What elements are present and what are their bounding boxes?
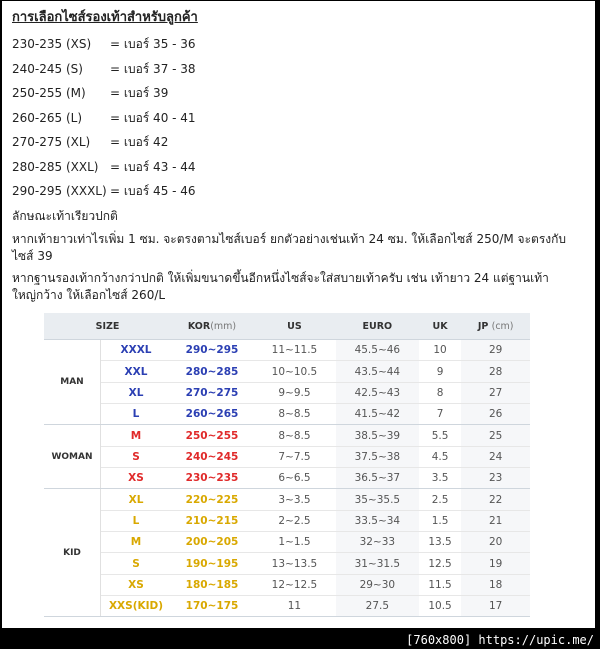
kor-cell: 290~295 <box>171 340 253 361</box>
size-line <box>12 57 587 82</box>
us-cell: 8~8.5 <box>253 404 336 425</box>
us-cell: 7~7.5 <box>253 446 336 467</box>
table-row <box>44 404 530 425</box>
jp-cell: 19 <box>461 553 530 574</box>
uk-cell: 3.5 <box>419 468 462 489</box>
table-row <box>44 510 530 531</box>
header-kor <box>171 313 253 340</box>
size-eu: = เบอร์ 39 <box>110 86 169 100</box>
euro-cell: 35~35.5 <box>336 489 419 510</box>
us-cell: 9~9.5 <box>253 382 336 403</box>
size-cell: S <box>101 446 172 467</box>
euro-cell: 45.5~46 <box>336 340 419 361</box>
size-eu: = เบอร์ 37 - 38 <box>110 61 196 76</box>
kor-cell: 250~255 <box>171 425 253 446</box>
header-us: US <box>253 313 336 340</box>
uk-cell: 13.5 <box>419 532 462 553</box>
table-row <box>44 468 530 489</box>
size-cell: XS <box>101 574 172 595</box>
table-row <box>44 596 530 617</box>
us-cell: 10~10.5 <box>253 361 336 382</box>
uk-cell: 1.5 <box>419 510 462 531</box>
size-cell: XL <box>101 489 172 510</box>
size-range: 270-275 (XL) <box>12 135 91 149</box>
table-row <box>44 489 530 510</box>
size-line <box>12 32 587 57</box>
us-cell: 11 <box>253 596 336 617</box>
group-label: WOMAN <box>44 425 101 489</box>
size-eu: = เบอร์ 42 <box>110 135 169 149</box>
uk-cell: 7 <box>419 404 462 425</box>
size-cell: XXL <box>101 361 172 382</box>
us-cell: 1~1.5 <box>253 532 336 553</box>
page <box>2 1 595 628</box>
jp-cell: 28 <box>461 361 530 382</box>
foot-type-note: ลักษณะเท้าเรียวปกติ <box>12 208 118 223</box>
us-cell: 13~13.5 <box>253 553 336 574</box>
size-cell: M <box>101 532 172 553</box>
size-eu: = เบอร์ 35 - 36 <box>110 37 196 51</box>
euro-cell: 32~33 <box>336 532 419 553</box>
table-row <box>44 361 530 382</box>
euro-cell: 36.5~37 <box>336 468 419 489</box>
group-label: KID <box>44 489 101 617</box>
uk-cell: 2.5 <box>419 489 462 510</box>
jp-cell: 18 <box>461 574 530 595</box>
jp-cell: 27 <box>461 382 530 403</box>
size-range: 260-265 (L) <box>12 110 83 125</box>
size-line <box>12 179 587 204</box>
size-cell: XXS(KID) <box>101 596 172 617</box>
kor-cell: 230~235 <box>171 468 253 489</box>
euro-cell: 33.5~34 <box>336 510 419 531</box>
width-note: หากฐานรองเท้ากว้างกว่าปกติ ให้เพิ่มขนาดขึ้นอีกหนึ่งไซส์จะใส่สบายเท้าครับ เช่น เท้ายาว 24 แต่ฐานเท้าใหญ่กว้าง ให้เลือกไซส์ 260/L <box>12 270 549 302</box>
length-note: หากเท้ายาวเท่าไรเพิ่ม 1 ซม. จะตรงตามไซส์เบอร์ ยกตัวอย่างเช่นเท้า 24 ซม. ให้เลือกไซส์ 250/M จะตรงกับไซส์ 39 <box>12 231 567 263</box>
kor-cell: 170~175 <box>171 596 253 617</box>
table-row <box>44 382 530 403</box>
size-range: 230-235 (XS) <box>12 37 92 51</box>
uk-cell: 12.5 <box>419 553 462 574</box>
uk-cell: 9 <box>419 361 462 382</box>
size-table <box>44 313 530 617</box>
uk-cell: 4.5 <box>419 446 462 467</box>
kor-cell: 280~285 <box>171 361 253 382</box>
size-line <box>12 130 587 155</box>
size-cell: S <box>101 553 172 574</box>
euro-cell: 31~31.5 <box>336 553 419 574</box>
euro-cell: 43.5~44 <box>336 361 419 382</box>
euro-cell: 37.5~38 <box>336 446 419 467</box>
size-list <box>12 32 587 204</box>
size-line <box>12 81 587 106</box>
euro-cell: 29~30 <box>336 574 419 595</box>
kor-cell: 200~205 <box>171 532 253 553</box>
table-row <box>44 574 530 595</box>
jp-cell: 20 <box>461 532 530 553</box>
jp-cell: 23 <box>461 468 530 489</box>
uk-cell: 10 <box>419 340 462 361</box>
kor-cell: 270~275 <box>171 382 253 403</box>
kor-cell: 220~225 <box>171 489 253 510</box>
uk-cell: 5.5 <box>419 425 462 446</box>
watermark: [760x800] https://upic.me/ <box>406 633 594 647</box>
kor-cell: 260~265 <box>171 404 253 425</box>
size-cell: XL <box>101 382 172 403</box>
uk-cell: 10.5 <box>419 596 462 617</box>
euro-cell: 27.5 <box>336 596 419 617</box>
uk-cell: 11.5 <box>419 574 462 595</box>
table-body <box>44 340 530 617</box>
size-range: 290-295 (XXXL) <box>12 184 107 198</box>
us-cell: 12~12.5 <box>253 574 336 595</box>
size-eu: = เบอร์ 45 - 46 <box>110 184 196 198</box>
jp-cell: 22 <box>461 489 530 510</box>
header-jp-label: JP <box>477 320 489 332</box>
us-cell: 3~3.5 <box>253 489 336 510</box>
header-size: SIZE <box>44 313 171 340</box>
us-cell: 2~2.5 <box>253 510 336 531</box>
us-cell: 11~11.5 <box>253 340 336 361</box>
euro-cell: 38.5~39 <box>336 425 419 446</box>
us-cell: 6~6.5 <box>253 468 336 489</box>
kor-cell: 190~195 <box>171 553 253 574</box>
table-row <box>44 532 530 553</box>
euro-cell: 42.5~43 <box>336 382 419 403</box>
size-range: 250-255 (M) <box>12 86 86 100</box>
jp-cell: 26 <box>461 404 530 425</box>
header-jp-unit: (cm) <box>491 320 514 332</box>
euro-cell: 41.5~42 <box>336 404 419 425</box>
size-cell: XXXL <box>101 340 172 361</box>
size-range: 240-245 (S) <box>12 61 83 76</box>
size-cell: L <box>101 404 172 425</box>
header-kor-unit: (mm) <box>210 320 237 332</box>
table-row <box>44 553 530 574</box>
table-row <box>44 446 530 467</box>
size-table-wrap <box>44 313 530 617</box>
size-range: 280-285 (XXL) <box>12 159 99 174</box>
jp-cell: 24 <box>461 446 530 467</box>
table-row <box>44 340 530 361</box>
kor-cell: 180~185 <box>171 574 253 595</box>
header-euro: EURO <box>336 313 419 340</box>
size-cell: L <box>101 510 172 531</box>
kor-cell: 240~245 <box>171 446 253 467</box>
size-cell: XS <box>101 468 172 489</box>
jp-cell: 17 <box>461 596 530 617</box>
size-eu: = เบอร์ 40 - 41 <box>110 110 196 125</box>
table-header-row <box>44 313 530 340</box>
header-uk: UK <box>419 313 462 340</box>
header-jp <box>461 313 530 340</box>
group-label: MAN <box>44 340 101 425</box>
uk-cell: 8 <box>419 382 462 403</box>
header-kor-label: KOR <box>187 320 211 332</box>
jp-cell: 29 <box>461 340 530 361</box>
us-cell: 8~8.5 <box>253 425 336 446</box>
size-line <box>12 106 587 131</box>
size-guide <box>12 7 587 304</box>
size-eu: = เบอร์ 43 - 44 <box>110 159 196 174</box>
size-cell: M <box>101 425 172 446</box>
size-line <box>12 155 587 180</box>
jp-cell: 25 <box>461 425 530 446</box>
jp-cell: 21 <box>461 510 530 531</box>
kor-cell: 210~215 <box>171 510 253 531</box>
table-row <box>44 425 530 446</box>
guide-title: การเลือกไซส์รองเท้าสำหรับลูกค้า <box>12 10 198 25</box>
